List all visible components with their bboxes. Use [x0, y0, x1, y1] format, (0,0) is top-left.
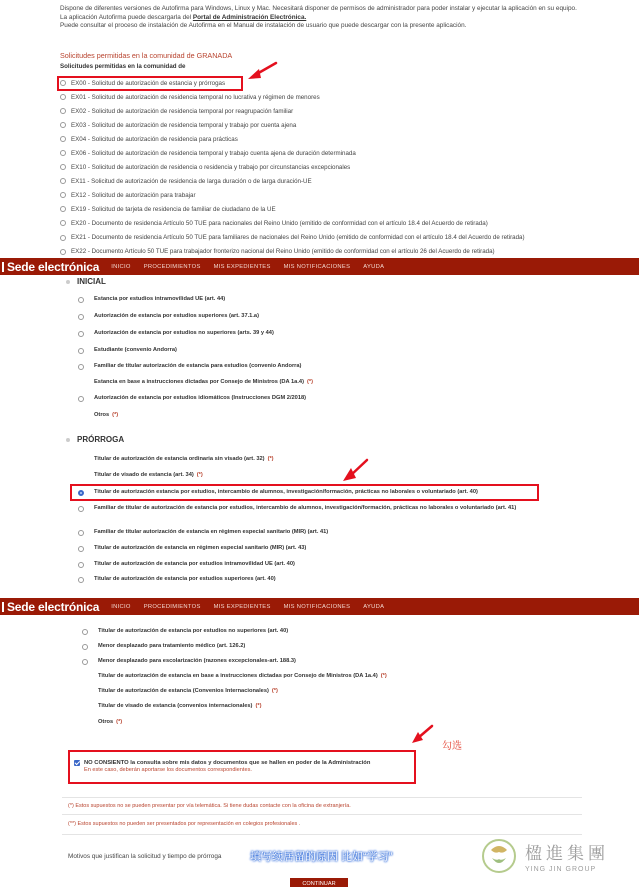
procedure-label: EX12 - Solicitud de autorización para trabajar [71, 191, 196, 199]
annotation-check: 勾选 [442, 741, 462, 752]
inicial-option[interactable] [78, 395, 548, 402]
prorroga-option [78, 456, 528, 463]
option-label: Autorización de estancia por estudios no superiores (arts. 39 y 44) [94, 330, 274, 336]
procedure-item[interactable] [60, 188, 639, 202]
nav-mis-notificaciones[interactable]: MIS NOTIFICACIONES [283, 263, 351, 270]
divider [62, 814, 582, 815]
inicial-option[interactable] [78, 296, 548, 303]
yingjin-watermark [481, 831, 631, 881]
prorroga-option[interactable] [78, 505, 528, 512]
prorroga-option[interactable] [78, 561, 528, 568]
inicial-option [78, 379, 548, 386]
radio-button[interactable] [78, 396, 84, 402]
inicial-option [78, 412, 548, 419]
option-label: Autorización de estancia por estudios idiomáticos (Instrucciones DGM 2/2018) [94, 395, 307, 401]
radio-button[interactable] [60, 150, 66, 156]
consent-checkbox[interactable] [74, 760, 80, 766]
procedure-item[interactable] [60, 216, 639, 230]
radio-button[interactable] [60, 108, 66, 114]
nav-procedimientos[interactable]: PROCEDIMIENTOS [143, 263, 201, 270]
prorroga-option [78, 472, 528, 479]
bullet-icon [66, 438, 70, 442]
procedure-label: EX02 - Solicitud de autorización de residencia temporal por reagrupación familiar [71, 107, 294, 115]
prorroga-option[interactable] [78, 529, 528, 536]
autofirma-intro [60, 5, 590, 31]
procedure-label: EX00 - Solicitud de autorización de estancia y prórrogas [71, 79, 226, 87]
option-label: Familiar de titular autorización de estancia en régimen especial sanitario (MIR) (art. 41) [94, 529, 329, 535]
option-label: Titular de visado de estancia (art. 34) [94, 472, 194, 478]
watermark-cn: 楹進集團 [525, 844, 609, 864]
required-marker: (*) [380, 673, 387, 679]
arrow-icon [245, 60, 279, 82]
procedure-item[interactable] [60, 146, 639, 160]
extra-option [82, 703, 552, 710]
required-marker: (*) [255, 703, 262, 709]
radio-button[interactable] [60, 80, 66, 86]
extra-option[interactable] [82, 628, 552, 635]
brand-logo[interactable] [0, 260, 99, 274]
brand-text: Sede electrónica [7, 259, 100, 274]
radio-button[interactable] [60, 136, 66, 142]
option-label: Titular de autorización de estancia por estudios intramovilidad UE (art. 40) [94, 561, 295, 567]
procedure-label: EX20 - Documento de residencia Artículo 50 TUE para nacionales del Reino Unido (emitido de conformidad con el artículo 18.4 del Acuerdo de retirada) [71, 219, 488, 227]
option-label: Titular de autorización estancia por estudios, intercambio de alumnos, investigación/formación, prácticas no laborales o voluntariado (art. 40) [94, 489, 478, 495]
procedure-label: EX10 - Solicitud de autorización de residencia o residencia y trabajo por circunstancias excepcionales [71, 163, 351, 171]
inicial-option[interactable] [78, 313, 548, 320]
nav-ayuda[interactable]: AYUDA [363, 603, 385, 610]
radio-button[interactable] [78, 546, 84, 552]
procedure-item[interactable] [60, 132, 639, 146]
option-label: Titular de visado de estancia (convenios internacionales) [98, 703, 253, 709]
option-label: Titular de autorización de estancia (Convenios Internacionales) [98, 688, 269, 694]
footnote-telematica: (*) Estos supuestos no se pueden presentar por vía telemática. Si tiene dudas contacte con la oficina de extranjería. [68, 803, 351, 809]
procedure-item[interactable] [60, 118, 639, 132]
required-marker: (*) [196, 472, 203, 478]
nav-mis-expedientes[interactable]: MIS EXPEDIENTES [213, 263, 271, 270]
footnote-colegios: (**) Estos supuestos no pueden ser presentados por representación en colegios profesionales . [68, 821, 301, 827]
prorroga-option[interactable] [78, 576, 528, 583]
procedure-item[interactable] [60, 90, 639, 104]
consent-note: En este caso, deberán aportarse los documentos correspondientes. [84, 767, 252, 773]
option-label: Titular de autorización de estancia por estudios superiores (art. 40) [94, 576, 276, 582]
radio-button[interactable] [60, 235, 66, 241]
extra-option [82, 673, 552, 680]
estancia-options-panel [0, 258, 639, 598]
radio-button[interactable] [78, 297, 84, 303]
consent-row[interactable] [74, 760, 414, 766]
extra-option[interactable] [82, 643, 552, 650]
radio-button[interactable] [78, 562, 84, 568]
option-label: Estudiante (convenio Andorra) [94, 347, 177, 353]
bullet-icon [66, 280, 70, 284]
radio-button[interactable] [78, 364, 84, 370]
group-inicial [66, 277, 106, 286]
nav-inicio[interactable]: INICIO [111, 263, 131, 270]
section-title: Solicitudes permitidas en la comunidad de GRANADA [60, 51, 233, 60]
procedure-label: EX22 - Documento Artículo 50 TUE para trabajador fronterizo nacional del Reino Unido (emitido de conformidad con el artículo 26 del Acuerdo de retirada) [71, 248, 495, 256]
option-label: Titular de autorización de estancia en régimen especial sanitario (MIR) (art. 43) [94, 545, 307, 551]
watermark-en: YING JIN GROUP [525, 866, 597, 873]
procedure-label: EX04 - Solicitud de autorización de residencia para prácticas [71, 135, 238, 143]
procedure-item[interactable] [60, 231, 639, 245]
consent-text: la consulta sobre mis datos y documentos que se hallen en poder de la Administración [128, 760, 371, 766]
group-inicial-label: INICIAL [77, 277, 106, 286]
arrow-icon [409, 723, 435, 745]
nav-inicio[interactable]: INICIO [111, 603, 131, 610]
procedure-item[interactable] [60, 174, 639, 188]
option-label: Menor desplazado para escolarización (razones excepcionales-art. 188.3) [98, 658, 296, 664]
required-marker: (*) [267, 456, 274, 462]
nav-mis-expedientes[interactable]: MIS EXPEDIENTES [213, 603, 271, 610]
procedure-item[interactable] [60, 245, 639, 258]
intro-line-2 [60, 14, 590, 23]
procedure-item[interactable] [60, 104, 639, 118]
extra-option[interactable] [82, 658, 552, 665]
option-label: Otros [98, 719, 114, 725]
radio-button[interactable] [78, 331, 84, 337]
radio-button[interactable] [60, 249, 66, 255]
radio-button[interactable] [60, 192, 66, 198]
portal-link[interactable]: Portal de Administración Electrónica. [192, 13, 307, 21]
extra-option [82, 719, 552, 726]
required-marker: (*) [306, 379, 313, 385]
radio-button[interactable] [60, 206, 66, 212]
procedure-label: EX19 - Solicitud de tarjeta de residencia de familiar de ciudadano de la UE [71, 205, 276, 213]
procedures-panel [0, 0, 639, 258]
top-navbar [0, 258, 639, 275]
radio-button[interactable] [60, 94, 66, 100]
option-label: Titular de autorización de estancia en base a instrucciones dictadas por Consejo de Ministros (DA 1a.4) [98, 673, 378, 679]
procedure-label: EX01 - Solicitud de autorización de residencia temporal no lucrativa y régimen de menores [71, 93, 320, 101]
arrow-icon [340, 457, 370, 483]
procedure-item[interactable] [60, 202, 639, 216]
sub-title: Solicitudes permitidas en la comunidad de [60, 63, 186, 70]
top-navbar [0, 598, 639, 615]
radio-button[interactable] [82, 659, 88, 665]
yingjin-logo-icon [481, 838, 517, 874]
radio-button[interactable] [78, 490, 84, 496]
radio-button[interactable] [60, 122, 66, 128]
brand-logo[interactable] [0, 600, 99, 614]
group-prorroga-label: PRÓRROGA [77, 435, 125, 444]
procedure-list [60, 76, 639, 258]
required-marker: (*) [112, 412, 119, 418]
radio-button[interactable] [78, 577, 84, 583]
option-label: Menor desplazado para tratamiento médico (art. 126.2) [98, 643, 246, 649]
nav-ayuda[interactable]: AYUDA [363, 263, 385, 270]
radio-button[interactable] [78, 530, 84, 536]
option-label: Estancia por estudios intramovilidad UE (art. 44) [94, 296, 226, 302]
procedure-label: EX11 - Solicitud de autorización de residencia de larga duración o de larga duración-UE [71, 177, 312, 185]
inicial-option[interactable] [78, 330, 548, 337]
option-label: Autorización de estancia por estudios superiores (art. 37.1.a) [94, 313, 259, 319]
motivos-label: Motivos que justifican la solicitud y tiempo de prórroga [68, 853, 222, 860]
radio-button[interactable] [60, 164, 66, 170]
extra-option [82, 688, 552, 695]
required-marker: (*) [271, 688, 278, 694]
radio-button[interactable] [60, 220, 66, 226]
procedure-item[interactable] [60, 160, 639, 174]
procedure-label: EX21 - Documento de residencia Artículo 50 TUE para familiares de nacionales del Reino Unido (emitido de conformidad con el artículo 18.4 del Acuerdo de retirada) [71, 234, 525, 242]
procedure-label: EX03 - Solicitud de autorización de residencia temporal y trabajo por cuenta ajena [71, 121, 297, 129]
consent-block [74, 760, 414, 773]
radio-button[interactable] [78, 348, 84, 354]
radio-button[interactable] [78, 314, 84, 320]
option-label: Titular de autorización de estancia ordinaria sin visado (art. 32) [94, 456, 265, 462]
brand-text: Sede electrónica [7, 599, 100, 614]
option-label: Titular de autorización de estancia por estudios no superiores (art. 40) [98, 628, 289, 634]
inicial-option[interactable] [78, 347, 548, 354]
prorroga-option[interactable] [78, 545, 528, 552]
nav-mis-notificaciones[interactable]: MIS NOTIFICACIONES [283, 603, 351, 610]
radio-button[interactable] [82, 644, 88, 650]
consent-strong: NO CONSIENTO [84, 760, 129, 766]
procedure-item[interactable] [60, 76, 639, 90]
procedure-label: EX06 - Solicitud de autorización de residencia temporal y trabajo cuenta ajena de duración determinada [71, 149, 356, 157]
motivos-hint: 填写续居留的原因 比如“学习” [250, 851, 393, 863]
option-label: Familiar de titular de autorización de estancia por estudios, intercambio de alumnos, investigación/formación, prácticas no laborales o voluntariado (art. 41) [94, 505, 517, 511]
intro-line-1: Dispone de diferentes versiones de Autofirma para Windows, Linux y Mac. Necesitará disponer de permisos de administrador para poder instalar y ejecutar la aplicación en su equipo. [60, 5, 577, 12]
option-label: Familiar de titular autorización de estancia para estudios (convenio Andorra) [94, 363, 302, 369]
radio-button[interactable] [78, 506, 84, 512]
intro-line-2-text: La aplicación Autofirma puede descargarla del [60, 13, 193, 21]
nav-procedimientos[interactable]: PROCEDIMIENTOS [143, 603, 201, 610]
prorroga-option[interactable] [78, 489, 528, 496]
radio-button[interactable] [60, 178, 66, 184]
intro-line-3: Puede consultar el proceso de instalación de Autofirma en el Manual de instalación de usuario que puede descargar con la presente aplicación. [60, 22, 467, 30]
divider [62, 797, 582, 798]
option-label: Otros [94, 412, 110, 418]
option-label: Estancia en base a instrucciones dictadas por Consejo de Ministros (DA 1a.4) [94, 379, 304, 385]
required-marker: (*) [116, 719, 123, 725]
radio-button[interactable] [82, 629, 88, 635]
inicial-option[interactable] [78, 363, 548, 370]
group-prorroga [66, 435, 124, 444]
continue-button[interactable]: CONTINUAR [290, 878, 348, 887]
